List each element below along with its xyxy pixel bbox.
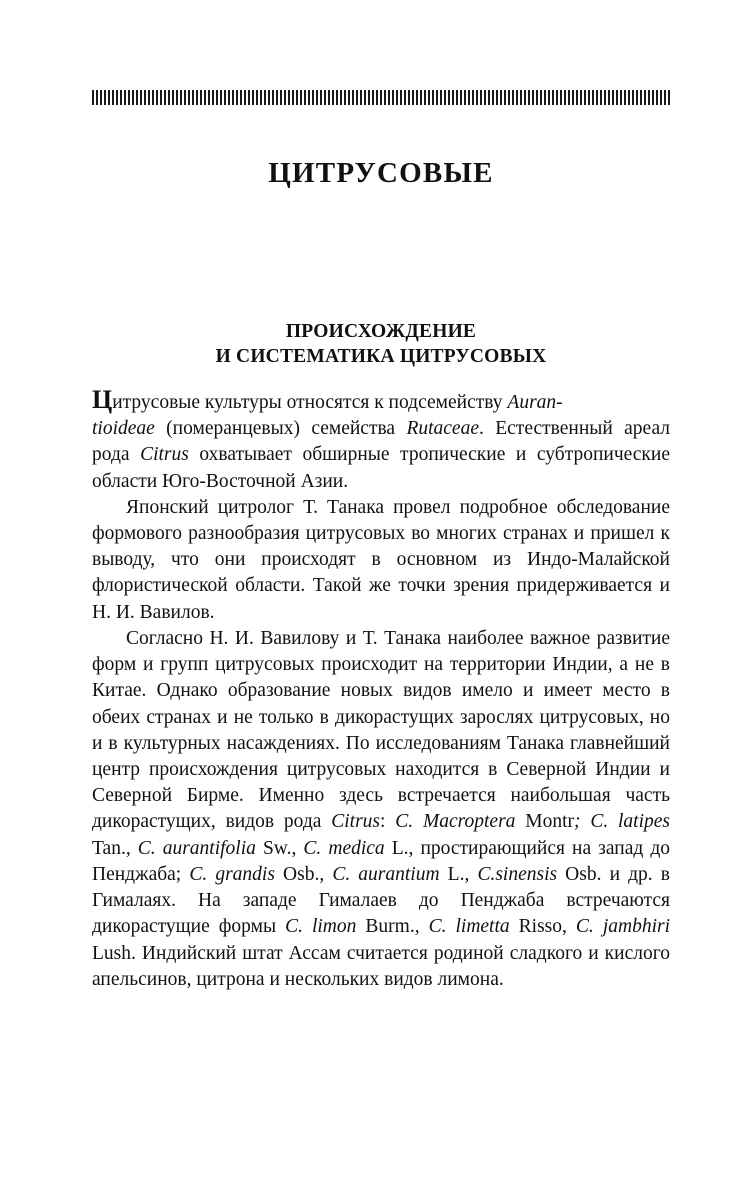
latin-term: Auran- tioideae [92,391,563,440]
section-heading [92,320,670,370]
latin-term: C. grandis [189,863,275,885]
latin-term: Rutaceae [406,418,479,440]
latin-term: Citrus [331,811,381,833]
section-heading-line-1: ПРОИСХОЖДЕНИЕ [285,321,477,342]
page-title: ЦИТРУСОВЫЕ [268,157,494,189]
paragraph-3 [92,626,670,993]
drop-cap: Ц [92,384,113,414]
paragraph-3-text: Согласно Н. И. Вавилову и Т. Танака наиболее важное развитие форм и групп цитрусовых происходит на территории Индии, а не в Китае. Однако образование новых видов имело и имеет место в обеих странах и не только в дикорастущих зарослях цитрусовых, но и в культурных насаждениях. По исследованиям Танака главнейший центр происхождения цитрусовых находится в Северной Индии и Северной Бирме. Именно здесь встречается наибольшая часть дикорастущих, видов рода Citrus: C. Macroptera Montr; C. latipes Tan., C. aurantifolia Sw., C. medica L., простирающийся на запад до Пенджаба; C. grandis Osb., C. aurantium L., C.sinensis Osb. и др. в Гималаях. На западе Гималаев до Пенджаба встречаются дикорастущие формы C. limon Burm., C. limetta Risso, C. jambhiri Lush. Индийский штат Ассам считается родиной сладкого и кислого апельсинов, цитрона и нескольких видов лимона. [92,627,671,990]
paragraph-1 [92,384,671,495]
latin-term: C. aurantium [332,863,440,885]
latin-term: C. aurantifolia [137,837,256,859]
latin-term: C. jambhiri [575,916,670,938]
paragraph-2 [92,495,670,626]
latin-term: C. medica [303,837,385,859]
body-text [92,384,671,993]
page-content [92,90,670,993]
paragraph-2-text: Японский цитролог Т. Танака провел подробное обследование формового разнообразия цитрусовых во многих странах и пришел к выводу, что они происходят в основном из Индо-Малайской флористической области. Такой же точки зрения придерживается и Н. И. Вавилов. [92,496,670,623]
paragraph-1-text: итрусовые культуры относятся к подсемейству Auran- tioideae (померанцевых) семейства Rutaceae. Естественный ареал рода Citrus охватывает обширные тропические и субтропические области Юго-Восточной Азии. [92,391,671,492]
latin-term: Citrus [140,444,189,466]
latin-term: C. Macroptera [395,811,516,833]
hatched-rule-decoration [92,90,670,105]
latin-term: ; C. latipes [574,811,671,833]
latin-term: C. limetta [428,916,510,938]
latin-term: C. limon [285,916,357,938]
latin-term: C.sinensis [477,863,558,885]
section-heading-line-2: И СИСТЕМАТИКА ЦИТРУСОВЫХ [215,345,547,367]
